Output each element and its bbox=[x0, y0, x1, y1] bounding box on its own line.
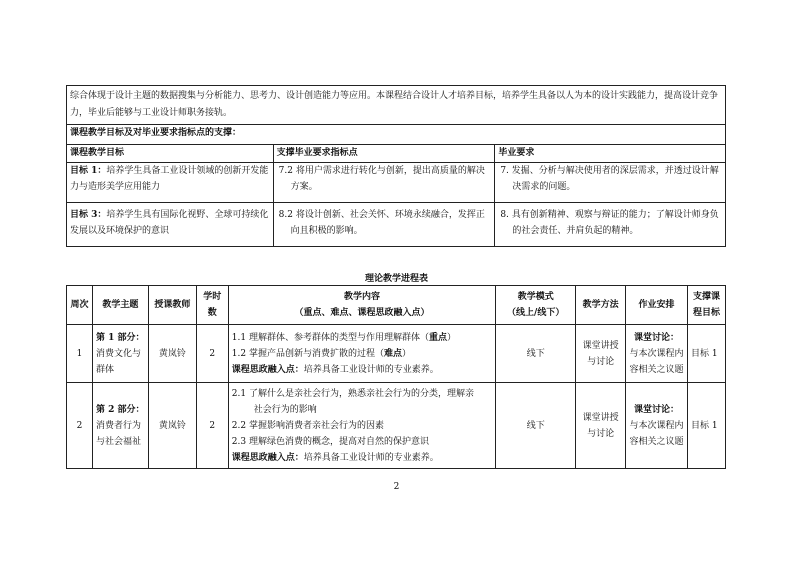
assignment-label: 课堂讨论： bbox=[634, 332, 680, 343]
goal-label: 目标 1： bbox=[70, 166, 107, 176]
content-text: 1.2 掌握产品创新与消费扩散的过程（ bbox=[231, 348, 384, 359]
content-header-line1: 教学内容 bbox=[344, 292, 381, 302]
content-text: 1.1 理解群体、参考群体的类型与作用理解群体（ bbox=[231, 332, 429, 343]
schedule-header-row bbox=[67, 286, 726, 325]
ideological-text: 培养具备工业设计师的专业素养。 bbox=[303, 452, 439, 463]
indicator-cell bbox=[273, 163, 495, 203]
indicator-text: 8.2 将设计创新、社会关怀、环境永续融合，发挥正向且积极的影响。 bbox=[278, 210, 485, 236]
support-section-header: 课程教学目标及对毕业要求指标点的支撑： bbox=[67, 125, 726, 145]
page-number: 2 bbox=[393, 482, 400, 492]
hours-cell: 2 bbox=[196, 325, 228, 383]
assignment-cell bbox=[626, 325, 688, 383]
teacher-cell: 黄岚铃 bbox=[148, 383, 196, 469]
content-line: 2.3 理解绿色消费的概念，提高对自然的保护意识 bbox=[231, 436, 429, 447]
target-header-line1: 支撑课 bbox=[692, 292, 720, 302]
col-header-assignment: 作业安排 bbox=[626, 286, 688, 325]
ideological-line bbox=[232, 450, 493, 466]
ideological-line bbox=[232, 362, 493, 378]
requirement-text: 7. 发掘、分析与解决使用者的深层需求，并透过设计解决需求的问题。 bbox=[500, 166, 719, 192]
mode-cell: 线下 bbox=[496, 325, 576, 383]
mode-cell: 线下 bbox=[496, 383, 576, 469]
course-support-table bbox=[66, 85, 726, 247]
col-header-teacher: 授课教师 bbox=[148, 286, 196, 325]
col-header-content bbox=[228, 286, 496, 325]
col-header-mode bbox=[496, 286, 576, 325]
assignment-label: 课堂讨论： bbox=[634, 404, 680, 415]
goal-cell bbox=[67, 163, 274, 203]
table-row bbox=[67, 325, 726, 383]
hours-cell: 2 bbox=[196, 383, 228, 469]
goal-text: 培养学生具有国际化视野、全球可持续化发展以及环境保护的意识 bbox=[70, 210, 269, 236]
target-cell: 目标 1 bbox=[687, 325, 725, 383]
col-header-topic: 教学主题 bbox=[92, 286, 148, 325]
assignment-cell bbox=[626, 383, 688, 469]
goal-cell bbox=[67, 203, 274, 247]
indicator-cell bbox=[273, 203, 495, 247]
content-line-continued: 社会行为的影响 bbox=[253, 404, 317, 415]
intro-paragraph: 综合体现于设计主题的数据搜集与分析能力、思考力、设计创造能力等应用。本课程结合设计人才培养目标，培养学生具备以人为本的设计实践能力，提高设计竞争力，毕业后能够与工业设计师职务接轨。 bbox=[67, 86, 726, 125]
mode-header-line1: 教学模式 bbox=[517, 292, 554, 302]
requirement-cell bbox=[495, 203, 726, 247]
content-text-end: ） bbox=[401, 348, 411, 359]
table-row bbox=[67, 203, 726, 247]
assignment-text: 与本次课程内容相关之议题 bbox=[629, 348, 684, 375]
teaching-schedule-table bbox=[66, 285, 726, 469]
schedule-title: 理论教学进程表 bbox=[364, 274, 428, 284]
content-line bbox=[232, 346, 493, 362]
method-cell: 课堂讲授与讨论 bbox=[576, 325, 626, 383]
indicator-text: 7.2 将用户需求进行转化与创新，提出高质量的解决方案。 bbox=[278, 166, 485, 192]
target-header-line2: 程目标 bbox=[692, 308, 720, 318]
assignment-text: 与本次课程内容相关之议题 bbox=[629, 420, 684, 447]
content-line bbox=[232, 330, 493, 346]
week-cell: 1 bbox=[67, 325, 93, 383]
topic-part-label: 第 2 部分： bbox=[95, 404, 145, 415]
col-header-indicator: 支撑毕业要求指标点 bbox=[273, 145, 495, 163]
content-text-end: ） bbox=[446, 332, 456, 343]
content-cell bbox=[228, 383, 496, 469]
week-cell: 2 bbox=[67, 383, 93, 469]
ideological-label: 课程思政融入点： bbox=[231, 364, 304, 375]
content-line: 2.1 了解什么是亲社会行为，熟悉亲社会行为的分类，理解亲 bbox=[231, 388, 474, 399]
topic-text: 消费者行为与社会福祉 bbox=[95, 420, 141, 447]
ideological-label: 课程思政融入点： bbox=[231, 452, 304, 463]
topic-text: 消费文化与群体 bbox=[95, 348, 141, 375]
goal-label: 目标 3： bbox=[70, 210, 107, 220]
requirement-cell bbox=[495, 163, 726, 203]
ideological-text: 培养具备工业设计师的专业素养。 bbox=[303, 364, 439, 375]
goal-text: 培养学生具备工业设计领域的创新开发能力与造形美学应用能力 bbox=[70, 166, 269, 192]
difficulty-mark: 难点 bbox=[383, 348, 402, 359]
teacher-cell: 黄岚铃 bbox=[148, 325, 196, 383]
topic-cell bbox=[92, 383, 148, 469]
method-cell: 课堂讲授与讨论 bbox=[576, 383, 626, 469]
col-header-week: 周次 bbox=[67, 286, 93, 325]
col-header-goal: 课程教学目标 bbox=[67, 145, 274, 163]
requirement-text: 8. 具有创新精神、观察与辩证的能力；了解设计师身负的社会责任、并肩负起的精神。 bbox=[500, 210, 719, 236]
key-point-mark: 重点 bbox=[428, 332, 447, 343]
col-header-target bbox=[687, 286, 725, 325]
table-row bbox=[67, 383, 726, 469]
col-header-method: 教学方法 bbox=[576, 286, 626, 325]
mode-header-line2: （线上/线下） bbox=[507, 308, 565, 318]
content-header-line2: （重点、难点、课程思政融入点） bbox=[294, 308, 430, 318]
content-cell bbox=[228, 325, 496, 383]
topic-part-label: 第 1 部分： bbox=[95, 332, 145, 343]
col-header-requirement: 毕业要求 bbox=[495, 145, 726, 163]
table-row bbox=[67, 163, 726, 203]
topic-cell bbox=[92, 325, 148, 383]
target-cell: 目标 1 bbox=[687, 383, 725, 469]
content-line: 2.2 掌握影响消费者亲社会行为的因素 bbox=[231, 420, 384, 431]
col-header-hours: 学时数 bbox=[196, 286, 228, 325]
